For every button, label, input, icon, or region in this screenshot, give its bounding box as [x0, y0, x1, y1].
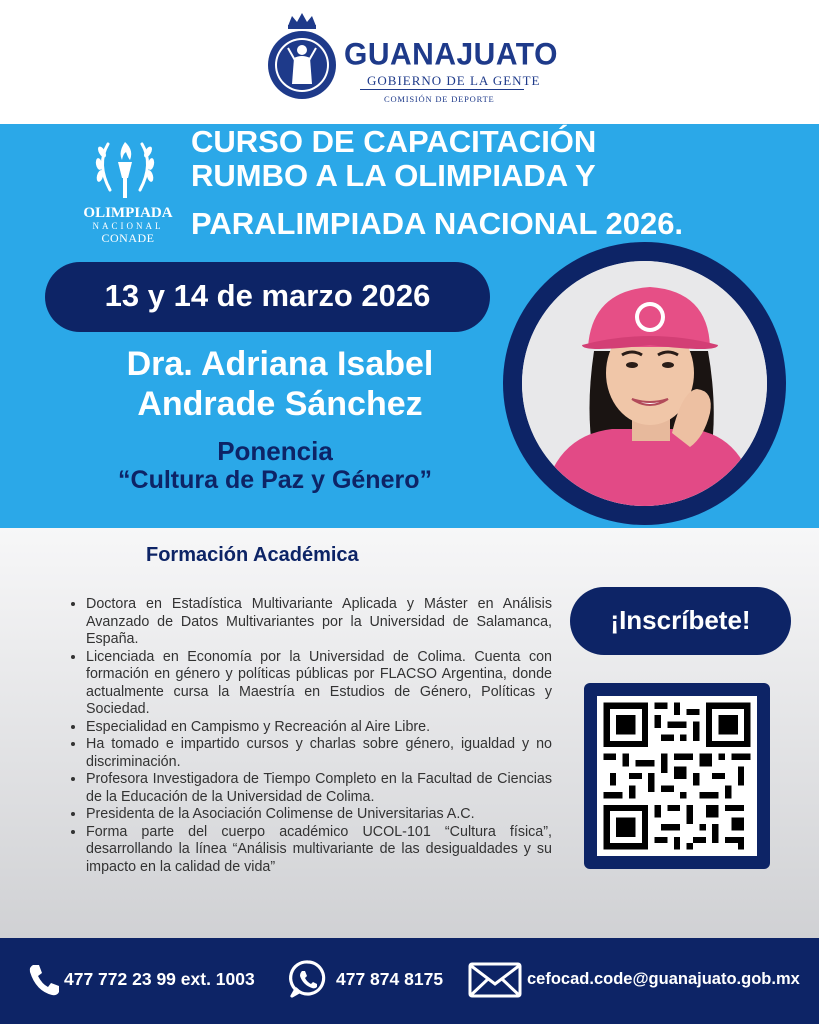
- register-label[interactable]: ¡Inscríbete!: [610, 605, 751, 635]
- list-item: • Doctora en Estadística Multivariante Aplicada y Máster en Análisis Avanzado de Datos Multivariantes por la Universidad de Salamanca, España.: [86, 596, 552, 649]
- course-title-line2: RUMBO A LA OLIMPIADA Y: [191, 158, 596, 193]
- speaker-photo: [522, 261, 767, 506]
- whatsapp-icon: [287, 958, 329, 1000]
- state-seal-icon: [266, 10, 338, 100]
- header-subtitle: GOBIERNO DE LA GENTE: [367, 73, 541, 88]
- speaker-portrait-illustration: [522, 261, 767, 506]
- mail-icon: [468, 962, 522, 998]
- list-item: • Profesora Investigadora de Tiempo Completo en la Facultad de Ciencias de la Educación de la Universidad de Colima.: [86, 771, 552, 806]
- talk-title: “Cultura de Paz y Género”: [118, 466, 432, 494]
- olimpiada-label: OLIMPIADA: [83, 205, 173, 221]
- email-address[interactable]: cefocad.code@guanajuato.gob.mx: [527, 970, 800, 988]
- phone-number[interactable]: 477 772 23 99 ext. 1003: [64, 969, 255, 989]
- phone-icon: [26, 962, 62, 998]
- header-divider: [360, 89, 524, 90]
- list-item: • Presidenta de la Asociación Colimense de Universitarias A.C.: [86, 806, 552, 824]
- speaker-name-line2: Andrade Sánchez: [137, 385, 423, 423]
- course-title-line1: CURSO DE CAPACITACIÓN: [191, 124, 597, 159]
- list-item: • Ha tomado e impartido cursos y charlas sobre género, igualdad y no discriminación.: [86, 736, 552, 771]
- conade-label: CONADE: [101, 231, 155, 245]
- course-title-line3: PARALIMPIADA NACIONAL 2026.: [191, 206, 684, 241]
- header-department: COMISIÓN DE DEPORTE: [384, 94, 495, 104]
- talk-label: Ponencia: [217, 436, 333, 466]
- education-list: [64, 596, 552, 876]
- list-item: • Forma parte del cuerpo académico UCOL-101 “Cultura física”, desarrollando la línea “Análisis multivariante de las desigualdades y su impacto en la calidad de vida”: [86, 824, 552, 877]
- list-item: • Licenciada en Economía por la Universidad de Colima. Cuenta con formación en género y políticas públicas por FLACSO Argentina, donde actualmente cursa la Maestría en Estudios de Género, Políticas y Sociedad.: [86, 649, 552, 719]
- list-item: • Especialidad en Campismo y Recreación al Aire Libre.: [86, 719, 552, 737]
- whatsapp-number[interactable]: 477 874 8175: [336, 969, 444, 989]
- event-date: 13 y 14 de marzo 2026: [104, 278, 431, 313]
- qr-code-graphic: [597, 696, 757, 856]
- qr-code-icon[interactable]: [597, 696, 757, 856]
- nacional-label: NACIONAL: [92, 221, 164, 231]
- speaker-name-line1: Dra. Adriana Isabel: [126, 345, 434, 383]
- education-heading: Formación Académica: [146, 544, 359, 566]
- header-title: GUANAJUATO: [344, 37, 558, 72]
- torch-laurel-icon: [88, 134, 162, 204]
